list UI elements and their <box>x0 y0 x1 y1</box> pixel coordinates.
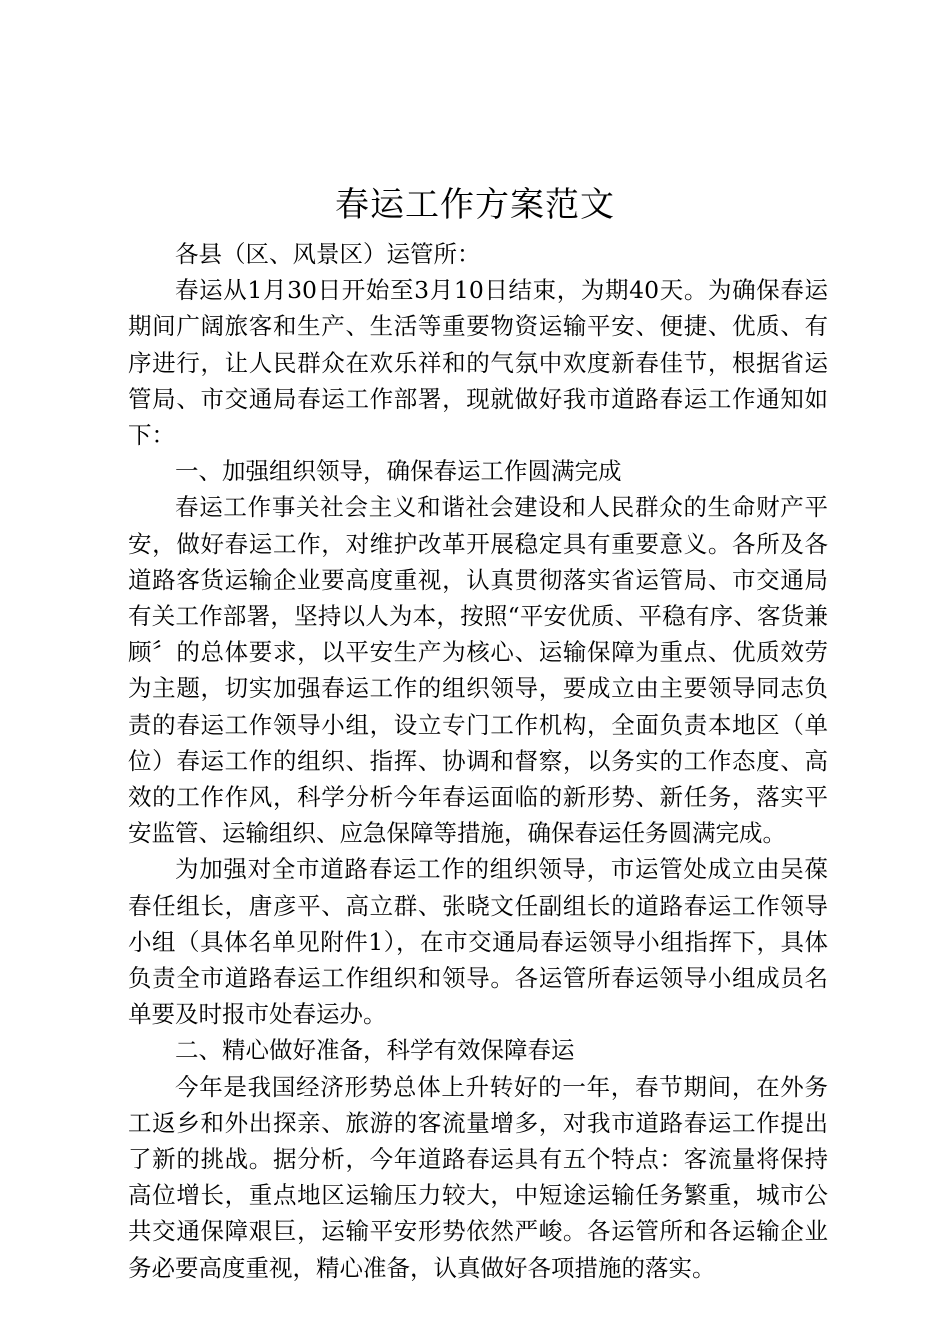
salutation: 各县（区、风景区）运管所： <box>175 240 481 268</box>
document-title: 春运工作方案范文 <box>335 185 615 225</box>
paragraph: 今年是我国经济形势总体上升转好的一年，春节期间，在外务工返乡和外出探亲、旅游的客流量增多，对我市道路春运工作提出了新的挑战。据分析，今年道路春运具有五个特点：客流量将保持高位增长，重点地区运输压力较大，中短途运输任务繁重，城市公共交通保障艰巨，运输平安形势依然严峻。各运管所和各运输企业务必要高度重视，精心准备，认真做好各项措施的落实。 <box>128 1072 828 1282</box>
paragraph: 为加强对全市道路春运工作的组织领导，市运管处成立由吴葆春任组长，唐彦平、高立群、张晓文任副组长的道路春运工作领导小组（具体名单见附件1），在市交通局春运领导小组指挥下，具体负责全市道路春运工作组织和领导。各运管所春运领导小组成员名单要及时报市处春运办。 <box>128 855 828 1029</box>
paragraph: 春运工作事关社会主义和谐社会建设和人民群众的生命财产平安，做好春运工作，对维护改革开展稳定具有重要意义。各所及各道路客货运输企业要高度重视，认真贯彻落实省运管局、市交通局有关工作部署，坚持以人为本，按照“平安优质、平稳有序、客货兼顾〞的总体要求，以平安生产为核心、运输保障为重点、优质效劳为主题，切实加强春运工作的组织领导，要成立由主要领导同志负责的春运工作领导小组，设立专门工作机构，全面负责本地区（单位）春运工作的组织、指挥、协调和督察，以务实的工作态度、高效的工作作风，科学分析今年春运面临的新形势、新任务，落实平安监管、运输组织、应急保障等措施，确保春运任务圆满完成。 <box>128 493 828 848</box>
paragraph-intro: 春运从1月30日开始至3月10日结束，为期40天。为确保春运期间广阔旅客和生产、生活等重要物资运输平安、便捷、优质、有序进行，让人民群众在欢乐祥和的气氛中欢度新春佳节，根据省运管局、市交通局春运工作部署，现就做好我市道路春运工作通知如下： <box>128 276 828 450</box>
section-heading-2: 二、精心做好准备，科学有效保障春运 <box>175 1036 575 1065</box>
document-body <box>128 236 828 1286</box>
section-heading-1: 一、加强组织领导，确保春运工作圆满完成 <box>175 457 622 486</box>
